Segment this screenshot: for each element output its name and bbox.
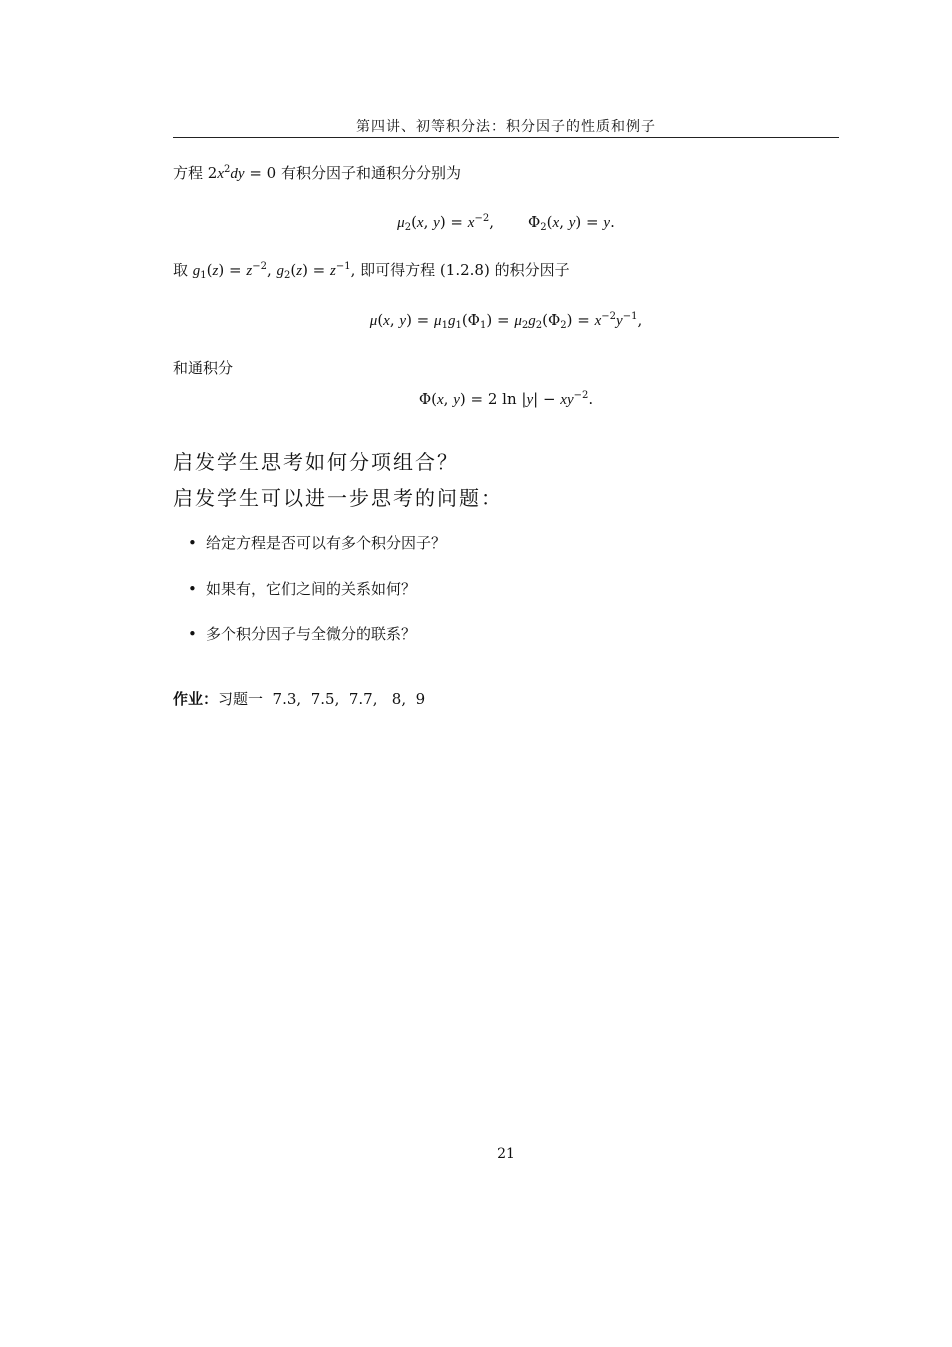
paragraph-general-integral: 和通积分 <box>173 359 234 377</box>
homework-text: 习题一 7.3, 7.5, 7.7, 8, 9 <box>218 690 426 708</box>
para1-suffix: 有积分因子和通积分分别为 <box>280 164 461 182</box>
list-item <box>188 623 416 644</box>
equation-mu2-phi2: $\mu_2(x$, $y) = x^{-2}$, $\Phi_2(x$, y) = y. <box>397 213 615 233</box>
page-number: 21 <box>497 1146 515 1162</box>
bullet-text: 多个积分因子与全微分的联系？ <box>206 625 417 643</box>
para1-dy: dy <box>230 166 245 182</box>
para2-sep: , <box>266 261 277 279</box>
homework-label: 作业： <box>173 690 219 708</box>
para1-prefix: 方程 <box>173 164 204 182</box>
list-item <box>188 578 416 599</box>
bullet-text: 给定方程是否可以有多个积分因子？ <box>206 534 447 552</box>
bullet-icon: • <box>188 580 197 598</box>
bullet-icon: • <box>188 534 197 552</box>
paragraph-equation-intro: 方程 $2x^2dy = 0$ 有积分因子和通积分分别为 <box>173 164 461 182</box>
para1-eq-tail: = 0 <box>244 164 277 182</box>
header-rule <box>173 137 839 138</box>
running-header: 第四讲、初等积分法：积分因子的性质和例子 <box>356 119 656 135</box>
para2-suffix: , 即可得方程 (1.2.8) 的积分因子 <box>350 261 570 279</box>
para2-prefix: 取 <box>173 261 189 279</box>
question-heading-2: 启发学生可以进一步思考的问题： <box>173 486 503 510</box>
paragraph-take-g: 取 $g_1(z) = z^{-2}$, $g_2(z) = z^{-1}$, 即可得方程 (1.2.8) 的积分因子 <box>173 261 570 281</box>
equation-mu: μ(x, $y) = \mu_1g_1(\Phi_1) = \mu_2g_2(\Phi_2) = x^{-2}y^{-1}$, <box>369 311 643 331</box>
list-item <box>188 532 446 553</box>
question-heading-1: 启发学生思考如何分项组合？ <box>173 450 459 474</box>
bullet-text: 如果有，它们之间的关系如何？ <box>206 580 417 598</box>
homework-line <box>173 688 425 709</box>
para2-eq1: = <box>224 261 247 279</box>
bullet-icon: • <box>188 625 197 643</box>
equation-phi: Φ(x, y) = 2 $\ln |y| - xy^{-2}$. <box>418 390 594 408</box>
